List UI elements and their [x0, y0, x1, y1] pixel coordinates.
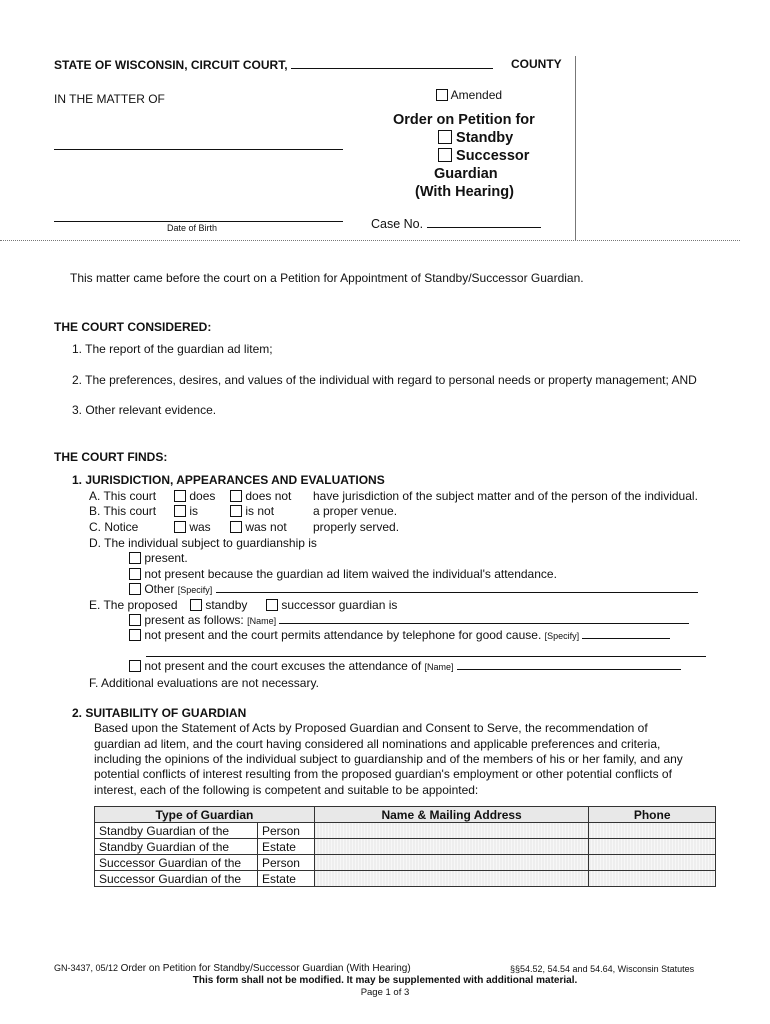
- footer-form-line: [54, 963, 411, 974]
- suitability-para-line: Based upon the Statement of Acts by Proposed Guardian and Consent to Serve, the recommendation of: [94, 721, 648, 735]
- item-e-telephone: not present and the court permits attendance by telephone for good cause. [Specify]: [129, 628, 670, 643]
- guardian-type-cell: Standby Guardian of the: [95, 823, 258, 839]
- footer-page: Page 1 of 3: [360, 987, 410, 998]
- item-c-tail: properly served.: [313, 520, 400, 534]
- table-row: [95, 839, 716, 855]
- guardian-table: [94, 806, 716, 887]
- form-title-footer: Order on Petition for Standby/Successor Guardian (With Hearing): [120, 963, 411, 974]
- name-address-input[interactable]: [314, 823, 588, 839]
- is-checkbox[interactable]: [174, 505, 186, 517]
- footer-statutes: §§54.52, 54.54 and 54.64, Wisconsin Statutes: [510, 964, 695, 974]
- present-name-field[interactable]: [279, 613, 689, 624]
- telephone-specify-continuation[interactable]: [146, 656, 706, 657]
- title-successor: Successor: [438, 147, 529, 165]
- phone-input[interactable]: [589, 871, 716, 887]
- item-d-not-present: not present because the guardian ad litem waived the individual's attendance.: [129, 567, 557, 581]
- title-with-hearing: (With Hearing): [415, 184, 514, 200]
- name-address-input[interactable]: [314, 839, 588, 855]
- suitability-para-line: including the opinions of the individual subject to guardianship and of the members of his or her family, and any: [94, 752, 683, 766]
- guardian-scope-cell: Person: [257, 823, 314, 839]
- phone-input[interactable]: [589, 839, 716, 855]
- considered-item: 3. Other relevant evidence.: [72, 403, 217, 417]
- amended-checkbox[interactable]: [436, 89, 448, 101]
- caption-divider: [575, 56, 576, 240]
- is-not-checkbox[interactable]: [230, 505, 242, 517]
- specify-tag: [Specify]: [544, 631, 580, 641]
- header-phone: Phone: [589, 807, 716, 823]
- suitability-para-line: guardian ad litem, and the court having considered all nominations and applicable preferences and criteria,: [94, 737, 661, 751]
- caption-separator: [0, 240, 740, 241]
- dob-label: Date of Birth: [167, 223, 218, 233]
- successor-title-checkbox[interactable]: [438, 148, 452, 162]
- guardian-scope-cell: Person: [257, 855, 314, 871]
- in-the-matter-of: IN THE MATTER OF: [54, 92, 165, 106]
- standby-title-checkbox[interactable]: [438, 130, 452, 144]
- does-checkbox[interactable]: [174, 490, 186, 502]
- telephone-checkbox[interactable]: [129, 629, 141, 641]
- considered-item: 1. The report of the guardian ad litem;: [72, 342, 273, 356]
- other-specify-field[interactable]: [216, 582, 698, 593]
- guardian-scope-cell: Estate: [257, 839, 314, 855]
- item-a-does: does: [174, 489, 215, 503]
- present-checkbox[interactable]: [129, 552, 141, 564]
- name-tag: [Name]: [424, 662, 454, 672]
- footer-notice: This form shall not be modified. It may be supplemented with additional material.: [192, 975, 578, 986]
- county-label: COUNTY: [511, 57, 562, 71]
- specify-tag: [Specify]: [177, 585, 213, 595]
- intro-text: This matter came before the court on a Petition for Appointment of Standby/Successor Guardian.: [70, 271, 584, 285]
- suitability-para-line: interest, each of the following is competent and suitable to be appointed:: [94, 783, 479, 797]
- item-d-present: present.: [129, 551, 188, 565]
- item-a-tail: have jurisdiction of the subject matter and of the person of the individual.: [313, 489, 698, 503]
- table-header-row: [95, 807, 716, 823]
- matter-name-line[interactable]: [54, 149, 343, 150]
- case-no-label: Case No.: [371, 217, 424, 231]
- court-heading: [54, 57, 493, 72]
- item-e-successor: successor guardian is: [266, 598, 397, 612]
- amended-label: Amended: [450, 88, 503, 102]
- item-c-was: was: [174, 520, 211, 534]
- suitability-title: 2. SUITABILITY OF GUARDIAN: [72, 706, 247, 720]
- was-not-checkbox[interactable]: [230, 521, 242, 533]
- title-guardian: Guardian: [434, 166, 498, 182]
- telephone-specify-field[interactable]: [582, 628, 670, 639]
- item-a-does-not: does not: [230, 489, 291, 503]
- court-prefix: STATE OF WISCONSIN, CIRCUIT COURT,: [54, 58, 288, 72]
- table-row: [95, 855, 716, 871]
- form-title-line1: Order on Petition for: [393, 112, 535, 128]
- county-name-field[interactable]: [291, 57, 493, 69]
- phone-input[interactable]: [589, 855, 716, 871]
- item-e-present-as-follows: present as follows: [Name]: [129, 613, 689, 628]
- name-address-input[interactable]: [314, 871, 588, 887]
- guardian-type-cell: Successor Guardian of the: [95, 871, 258, 887]
- standby-checkbox[interactable]: [190, 599, 202, 611]
- considered-heading: THE COURT CONSIDERED:: [54, 320, 212, 334]
- name-tag: [Name]: [247, 616, 277, 626]
- case-no: [371, 216, 541, 232]
- amended-option: [436, 88, 502, 102]
- other-checkbox[interactable]: [129, 583, 141, 595]
- guardian-type-cell: Standby Guardian of the: [95, 839, 258, 855]
- was-checkbox[interactable]: [174, 521, 186, 533]
- successor-checkbox[interactable]: [266, 599, 278, 611]
- header-type-of-guardian: Type of Guardian: [95, 807, 315, 823]
- title-standby: Standby: [438, 129, 513, 147]
- item-f: F. Additional evaluations are not necessary.: [89, 676, 319, 690]
- not-present-waived-checkbox[interactable]: [129, 568, 141, 580]
- table-row: [95, 871, 716, 887]
- present-as-follows-checkbox[interactable]: [129, 614, 141, 626]
- item-d-label: D. The individual subject to guardianship is: [89, 536, 317, 550]
- suitability-para-line: potential conflicts of interest resulting from the proposed guardian's employment or other potential conflicts of: [94, 767, 672, 781]
- finds-heading: THE COURT FINDS:: [54, 450, 168, 464]
- form-id: GN-3437, 05/12: [54, 963, 119, 973]
- item-b-is: is: [174, 504, 198, 518]
- item-c-was-not: was not: [230, 520, 287, 534]
- case-no-field[interactable]: [427, 216, 541, 228]
- item-b-label: B. This court: [89, 504, 157, 518]
- item-b-tail: a proper venue.: [313, 504, 398, 518]
- guardian-scope-cell: Estate: [257, 871, 314, 887]
- jurisdiction-title: 1. JURISDICTION, APPEARANCES AND EVALUATIONS: [72, 473, 385, 487]
- considered-item: 2. The preferences, desires, and values of the individual with regard to personal needs or property management; AND: [72, 373, 697, 387]
- does-not-checkbox[interactable]: [230, 490, 242, 502]
- item-d-other: Other [Specify]: [129, 582, 698, 597]
- item-e-excused: not present and the court excuses the attendance of [Name]: [129, 659, 681, 674]
- item-e-label: E. The proposed: [89, 598, 178, 612]
- dob-line[interactable]: [54, 221, 343, 222]
- header-name-address: Name & Mailing Address: [314, 807, 588, 823]
- excused-name-field[interactable]: [457, 659, 681, 670]
- item-a-label: A. This court: [89, 489, 157, 503]
- table-row: [95, 823, 716, 839]
- item-b-is-not: is not: [230, 504, 274, 518]
- phone-input[interactable]: [589, 823, 716, 839]
- name-address-input[interactable]: [314, 855, 588, 871]
- guardian-type-cell: Successor Guardian of the: [95, 855, 258, 871]
- item-c-label: C. Notice: [89, 520, 139, 534]
- item-e-standby: standby: [190, 598, 247, 612]
- excused-checkbox[interactable]: [129, 660, 141, 672]
